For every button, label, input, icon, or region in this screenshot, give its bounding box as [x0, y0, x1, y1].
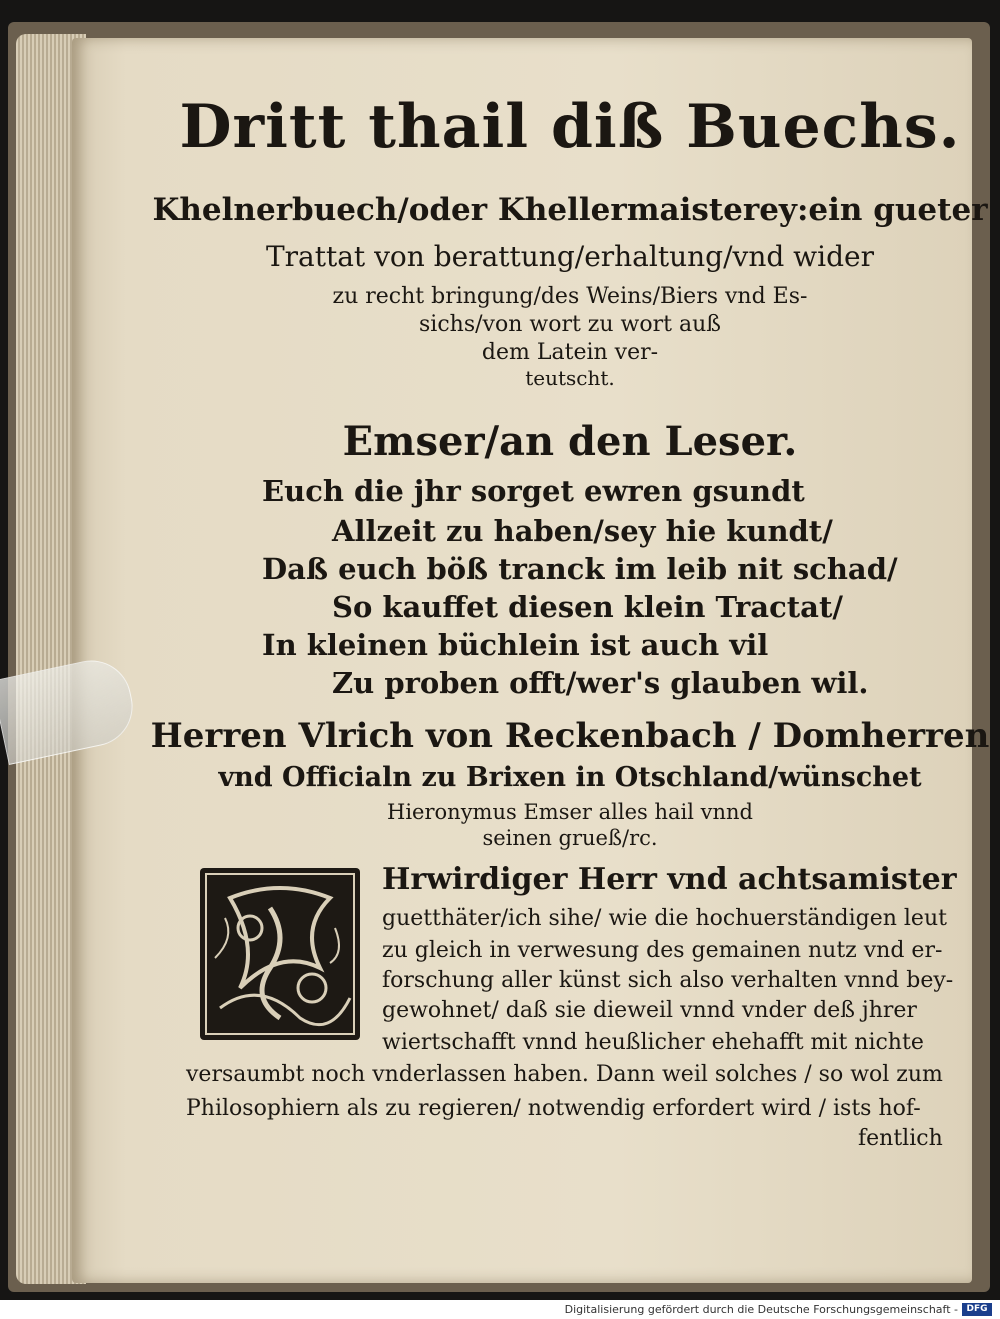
- verse-line-5: In kleinen büchlein ist auch vil: [262, 628, 769, 662]
- subtitle-line-4: sichs/von wort zu wort auß: [419, 312, 721, 337]
- dfg-logo: DFG: [962, 1303, 992, 1316]
- verse-line-6: Zu proben offt/wer's glauben wil.: [332, 666, 869, 700]
- dedication-line-4: seinen grueß/rc.: [482, 826, 658, 850]
- verse-line-3: Daß euch böß tranck im leib nit schad/: [262, 552, 898, 586]
- footer-bar: [0, 1300, 1000, 1319]
- dedication-line-1: Herren Vlrich von Reckenbach / Domherren: [150, 716, 990, 756]
- verse-line-2: Allzeit zu haben/sey hie kundt/: [332, 514, 833, 548]
- body-line-9: fentlich: [858, 1126, 943, 1151]
- emser-heading: Emser/an den Leser.: [342, 418, 798, 465]
- subtitle-line-1: Khelnerbuech/oder Khellermaisterey:ein gueter: [152, 192, 988, 228]
- verse-line-1: Euch die jhr sorget ewren gsundt: [262, 474, 805, 508]
- dedication-line-3: Hieronymus Emser alles hail vnnd: [387, 800, 753, 824]
- body-line-8: Philosophiern als zu regieren/ notwendig erfordert wird / ists hof-: [186, 1096, 921, 1121]
- body-line-1: Hrwirdiger Herr vnd achtsamister: [382, 862, 957, 897]
- body-line-4: forschung aller künst sich also verhalten vnnd bey-: [382, 968, 954, 993]
- body-line-6: wiertschafft vnnd heußlicher ehehafft mit nichte: [382, 1030, 924, 1055]
- page-title: Dritt thail diß Buechs.: [179, 92, 961, 162]
- verse-line-4: So kauffet diesen klein Tractat/: [332, 590, 843, 624]
- body-line-2: guetthäter/ich sihe/ wie die hochuerständigen leut: [382, 906, 947, 931]
- subtitle-line-3: zu recht bringung/des Weins/Biers vnd Es-: [332, 284, 808, 309]
- dedication-line-2: vnd Officialn zu Brixen in Otschland/wünschet: [218, 762, 922, 793]
- funding-credit: Digitalisierung gefördert durch die Deutsche Forschungsgemeinschaft -: [564, 1303, 958, 1316]
- decorated-initial-e: [200, 868, 360, 1040]
- body-line-7: versaumbt noch vnderlassen haben. Dann weil solches / so wol zum: [186, 1062, 943, 1087]
- body-line-3: zu gleich in verwesung des gemainen nutz vnd er-: [382, 938, 943, 963]
- subtitle-line-5: dem Latein ver-: [481, 340, 659, 365]
- subtitle-line-2: Trattat von berattung/erhaltung/vnd wider: [265, 240, 874, 273]
- subtitle-line-6: teutscht.: [525, 366, 615, 390]
- body-line-5: gewohnet/ daß sie dieweil vnnd vnder deß jhrer: [382, 998, 917, 1023]
